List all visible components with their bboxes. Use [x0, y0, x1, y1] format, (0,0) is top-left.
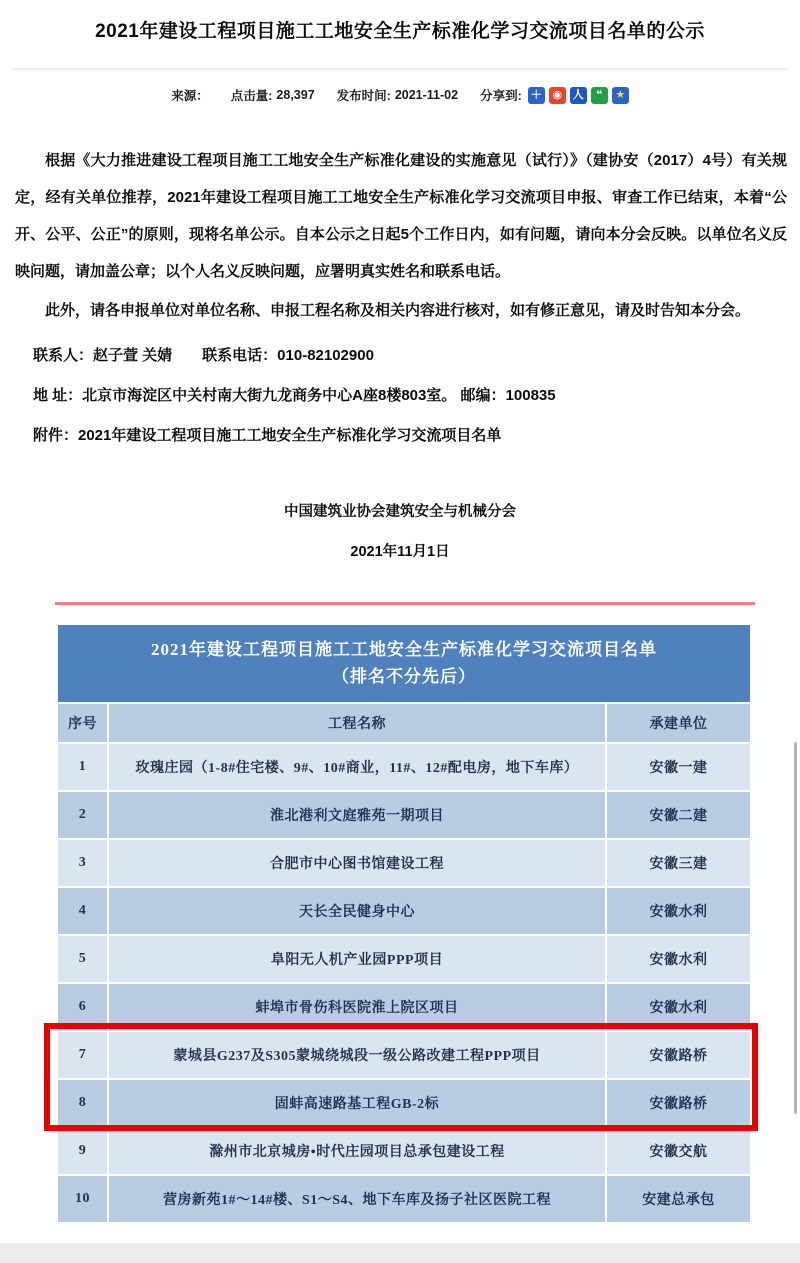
- body-paragraph: 此外，请各申报单位对单位名称、申报工程名称及相关内容进行核对，如有修正意见，请及时告知本分会。: [45, 302, 751, 319]
- attachment-line: 附件：2021年建设工程项目施工工地安全生产标准化学习交流项目名单: [33, 427, 502, 444]
- row-number-cell: 6: [58, 984, 107, 1030]
- share-more-icon[interactable]: ＋: [528, 87, 545, 104]
- signature-organization: 中国建筑业协会建筑安全与机械分会: [284, 504, 516, 520]
- project-name-cell: 淮北港利文庭雅苑一期项目: [109, 792, 605, 838]
- project-name-cell: 蚌埠市骨伤科医院淮上院区项目: [109, 984, 605, 1030]
- project-name-cell: 合肥市中心图书馆建设工程: [109, 840, 605, 886]
- project-name-cell: 蒙城县G237及S305蒙城绕城段一级公路改建工程PPP项目: [109, 1032, 605, 1078]
- project-name-cell: 滁州市北京城房•时代庄园项目总承包建设工程: [109, 1128, 605, 1174]
- publish-date: [337, 86, 458, 104]
- column-header: 承建单位: [607, 704, 750, 742]
- row-number-cell: 1: [58, 744, 107, 790]
- column-header: 工程名称: [109, 704, 605, 742]
- project-list-table: [58, 625, 750, 1222]
- contractor-cell: 安徽三建: [607, 840, 750, 886]
- table-title: [58, 625, 750, 702]
- title-divider: [12, 68, 788, 70]
- row-number-cell: 9: [58, 1128, 107, 1174]
- project-name-cell: 营房新苑1#～14#楼、S1～S4、地下车库及扬子社区医院工程: [109, 1176, 605, 1222]
- page-title: 2021年建设工程项目施工工地安全生产标准化学习交流项目名单的公示: [95, 21, 705, 42]
- row-number-cell: 8: [58, 1080, 107, 1126]
- table-grid: [58, 704, 750, 1222]
- weibo-icon[interactable]: ◉: [549, 87, 566, 104]
- contractor-cell: 安徽水利: [607, 888, 750, 934]
- source-label: 来源：: [171, 89, 209, 103]
- body-paragraph: 根据《大力推进建设工程项目施工工地安全生产标准化建设的实施意见（试行）》（建协安（2017）4号）有关规定，经有关单位推荐，2021年建设工程项目施工工地安全生产标准化学习交流项目申报、审查工作已结束，本着“公开、公平、公正”的原则，现将名单公示。自本公示之日起5个工作日内，如有问题，请向本分会反映。以单位名义反映问题，请加盖公章；以个人名义反映问题，应署明真实姓名和联系电话。: [15, 152, 787, 280]
- qq-icon[interactable]: 人: [570, 87, 587, 104]
- view-count: [231, 86, 315, 104]
- view-count-value: 28,397: [276, 88, 315, 102]
- contractor-cell: 安建总承包: [607, 1176, 750, 1222]
- share-icons: [528, 87, 629, 104]
- row-number-cell: 10: [58, 1176, 107, 1222]
- scrollbar-thumb[interactable]: [794, 742, 797, 1114]
- contractor-cell: 安徽路桥: [607, 1080, 750, 1126]
- announcement-body: [15, 142, 787, 456]
- attachment-top-rule: [55, 602, 755, 605]
- project-name-cell: 固蚌高速路基工程GB-2标: [109, 1080, 605, 1126]
- table-title-line1: 2021年建设工程项目施工工地安全生产标准化学习交流项目名单: [151, 640, 657, 660]
- publish-date-label: 发布时间:: [336, 89, 391, 103]
- page-bottom-edge: [0, 1243, 800, 1263]
- article-meta-bar: [0, 86, 800, 104]
- project-name-cell: 阜阳无人机产业园PPP项目: [109, 936, 605, 982]
- row-number-cell: 3: [58, 840, 107, 886]
- table-title-line2: （排名不分先后）: [332, 666, 476, 686]
- share-bar: [480, 86, 629, 104]
- project-name-cell: 天长全民健身中心: [109, 888, 605, 934]
- row-number-cell: 5: [58, 936, 107, 982]
- column-header: 序号: [58, 704, 107, 742]
- signature-date: 2021年11月1日: [350, 544, 450, 560]
- publish-date-value: 2021-11-02: [394, 88, 459, 102]
- qzone-icon[interactable]: ★: [612, 87, 629, 104]
- contractor-cell: 安徽路桥: [607, 1032, 750, 1078]
- wechat-icon[interactable]: ❝: [591, 87, 608, 104]
- contractor-cell: 安徽二建: [607, 792, 750, 838]
- contractor-cell: 安徽一建: [607, 744, 750, 790]
- share-label: 分享到:: [480, 89, 522, 103]
- address-line: 地 址：北京市海淀区中关村南大街九龙商务中心A座8楼803室。 邮编：100835: [33, 387, 556, 404]
- row-number-cell: 2: [58, 792, 107, 838]
- contractor-cell: 安徽交航: [607, 1128, 750, 1174]
- contractor-cell: 安徽水利: [607, 984, 750, 1030]
- project-name-cell: 玫瑰庄园（1-8#住宅楼、9#、10#商业，11#、12#配电房，地下车库）: [109, 744, 605, 790]
- row-number-cell: 4: [58, 888, 107, 934]
- view-count-label: 点击量:: [230, 89, 273, 103]
- contact-person-line: 联系人：赵子萱 关婧 联系电话：010-82102900: [33, 347, 374, 364]
- contractor-cell: 安徽水利: [607, 936, 750, 982]
- row-number-cell: 7: [58, 1032, 107, 1078]
